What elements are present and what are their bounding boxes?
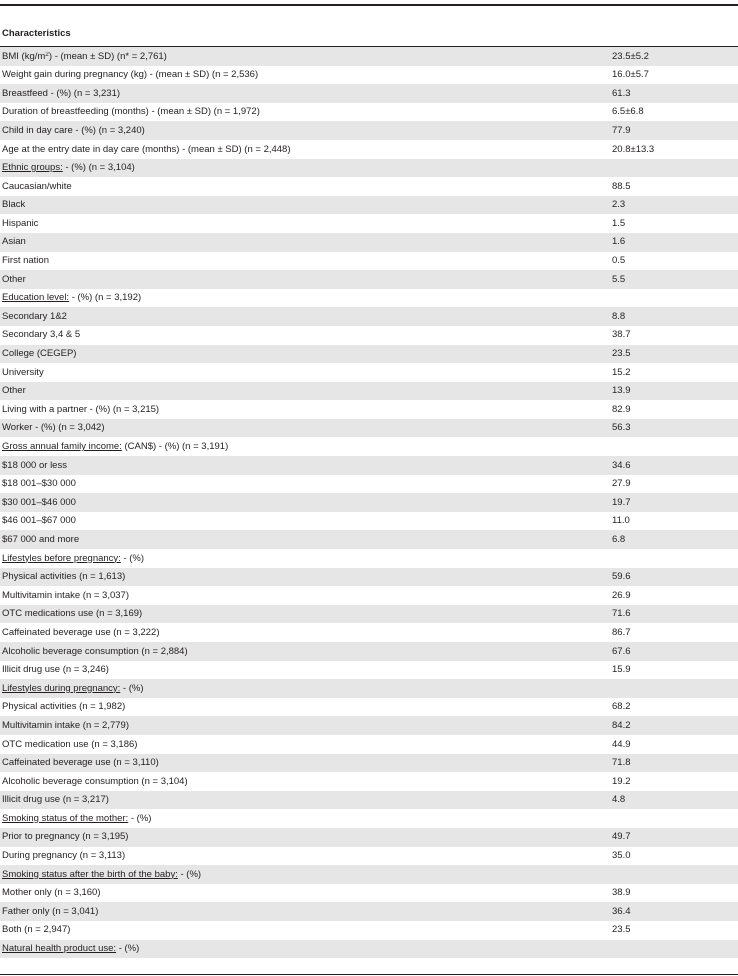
label-text: During pregnancy (n = 3,113) (2, 851, 126, 861)
row-label (0, 107, 612, 117)
table-row (0, 270, 738, 289)
label-text: BMI (kg/m (2, 51, 46, 62)
label-suffix: - (%) (n = 3,192) (69, 293, 142, 303)
label-text: Caffeinated beverage use (n = 3,222) (2, 627, 160, 638)
row-label (0, 405, 612, 415)
table-row (0, 493, 738, 512)
row-value: 15.2 (612, 366, 631, 378)
table-row (0, 921, 738, 940)
section-heading: Ethnic groups: (2, 163, 63, 173)
top-rule (0, 4, 738, 6)
row-value: 26.9 (612, 589, 631, 601)
label-text: Black (2, 200, 26, 210)
table-row (0, 716, 738, 735)
label-text: Duration of breastfeeding (months) - (mean ± SD) (n = 1,972) (2, 107, 260, 117)
table-section-row (0, 289, 738, 308)
row-value: 1.6 (612, 236, 626, 248)
row-label (0, 814, 612, 824)
row-value: 88.5 (612, 180, 631, 192)
row-value: 16.0±5.7 (612, 69, 649, 81)
row-label (0, 52, 612, 62)
row-label (0, 832, 612, 842)
table-row (0, 605, 738, 624)
label-text: Father only (n = 3,041) (2, 906, 99, 917)
row-value: 6.8 (612, 533, 626, 545)
table-row (0, 140, 738, 159)
table-section-row (0, 159, 738, 178)
table-row (0, 400, 738, 419)
row-label (0, 423, 612, 433)
row-value: 23.5±5.2 (612, 50, 649, 62)
row-value: 8.8 (612, 310, 626, 322)
table-row (0, 326, 738, 345)
row-value: 23.5 (612, 348, 631, 360)
section-heading: Smoking status after the birth of the baby: (2, 869, 178, 880)
table-row (0, 847, 738, 866)
row-label (0, 182, 612, 192)
table-row (0, 307, 738, 326)
table-row (0, 772, 738, 791)
table-section-row (0, 679, 738, 698)
section-heading: Natural health product use: (2, 944, 117, 954)
label-text: Mother only (n = 3,160) (2, 888, 101, 898)
table-row (0, 66, 738, 85)
row-value: 6.5±6.8 (612, 106, 644, 118)
label-text: Physical activities (n = 1,613) (2, 572, 126, 582)
label-text: $18 001–$30 000 (2, 479, 76, 489)
table-row (0, 512, 738, 531)
table-row (0, 214, 738, 233)
label-text: Asian (2, 237, 26, 247)
row-value: 71.8 (612, 757, 631, 769)
row-label (0, 219, 612, 229)
label-text: Worker - (%) (n = 3,042) (2, 423, 105, 433)
label-text: Alcoholic beverage consumption (n = 2,884) (2, 646, 188, 657)
row-value: 77.9 (612, 124, 631, 136)
row-label (0, 386, 612, 396)
label-text: Alcoholic beverage consumption (n = 3,104) (2, 776, 188, 787)
label-suffix: - (%) (120, 553, 145, 564)
characteristics-table (0, 21, 738, 958)
row-value: 5.5 (612, 273, 626, 285)
row-value: 19.2 (612, 775, 631, 787)
table-section-row (0, 809, 738, 828)
label-text: OTC medications use (n = 3,169) (2, 609, 143, 619)
table-row (0, 642, 738, 661)
table-section-row (0, 549, 738, 568)
table-row (0, 363, 738, 382)
label-text: Multivitamin intake (n = 2,779) (2, 720, 129, 731)
column-header-characteristics: Characteristics (2, 28, 71, 39)
row-value: 0.5 (612, 255, 626, 267)
label-text: $46 001–$67 000 (2, 516, 76, 526)
row-value: 1.5 (612, 217, 626, 229)
row-value: 15.9 (612, 664, 631, 676)
row-label (0, 907, 612, 917)
row-value: 38.7 (612, 329, 631, 341)
row-value: 56.3 (612, 422, 631, 434)
table-row (0, 456, 738, 475)
row-value: 36.4 (612, 905, 631, 917)
row-value: 23.5 (612, 924, 631, 936)
row-label (0, 535, 612, 545)
label-text: Secondary 3,4 & 5 (2, 330, 81, 340)
row-label (0, 479, 612, 489)
row-value: 61.3 (612, 87, 631, 99)
row-label (0, 609, 612, 619)
label-suffix: - (%) (177, 869, 202, 880)
table-header-row (0, 21, 738, 47)
label-text: Illicit drug use (n = 3,246) (2, 665, 109, 675)
label-suffix: - (%) (128, 813, 152, 824)
table-row (0, 791, 738, 810)
table-row (0, 84, 738, 103)
table-row (0, 382, 738, 401)
table-row (0, 121, 738, 140)
table-body (0, 47, 738, 958)
section-heading: Lifestyles during pregnancy: (2, 683, 121, 694)
label-text: Prior to pregnancy (n = 3,195) (2, 832, 129, 842)
table-row (0, 884, 738, 903)
table-row (0, 419, 738, 438)
row-label (0, 851, 612, 861)
label-suffix: ) - (mean ± SD) (n* = 2,761) (48, 51, 167, 62)
table-row (0, 345, 738, 364)
row-label (0, 554, 612, 564)
table-row (0, 568, 738, 587)
row-label (0, 330, 612, 340)
table-row (0, 698, 738, 717)
label-text: OTC medication use (n = 3,186) (2, 739, 138, 750)
row-label (0, 163, 612, 173)
row-label (0, 498, 612, 508)
table-section-row (0, 437, 738, 456)
row-label (0, 758, 612, 768)
row-label (0, 145, 612, 155)
row-label (0, 275, 612, 285)
row-label (0, 572, 612, 582)
row-label (0, 665, 612, 675)
label-suffix: - (%) (120, 683, 144, 694)
label-text: $18 000 or less (2, 460, 67, 471)
section-heading: Lifestyles before pregnancy: (2, 553, 121, 564)
table-row (0, 47, 738, 66)
row-value: 59.6 (612, 571, 631, 583)
table-row (0, 177, 738, 196)
table-row (0, 902, 738, 921)
row-label (0, 647, 612, 657)
label-text: $30 001–$46 000 (2, 497, 76, 508)
row-value: 84.2 (612, 719, 631, 731)
row-label (0, 684, 612, 694)
row-value: 35.0 (612, 850, 631, 862)
row-label (0, 89, 612, 99)
table-row (0, 735, 738, 754)
row-value: 68.2 (612, 701, 631, 713)
label-text: Illicit drug use (n = 3,217) (2, 795, 109, 805)
row-label (0, 740, 612, 750)
row-value: 67.6 (612, 645, 631, 657)
label-text: Multivitamin intake (n = 3,037) (2, 590, 129, 601)
row-value: 19.7 (612, 496, 631, 508)
superscript: 2 (45, 51, 49, 58)
row-value: 13.9 (612, 385, 631, 397)
section-heading: Smoking status of the mother: (2, 813, 129, 824)
label-text: Secondary 1&2 (2, 311, 67, 322)
table-row (0, 196, 738, 215)
row-label (0, 256, 612, 266)
label-text: Age at the entry date in day care (months) - (mean ± SD) (n = 2,448) (2, 144, 291, 155)
row-value: 38.9 (612, 887, 631, 899)
row-label (0, 368, 612, 378)
row-label (0, 293, 612, 303)
table-section-row (0, 940, 738, 959)
label-text: Living with a partner - (%) (n = 3,215) (2, 404, 160, 415)
row-value: 71.6 (612, 608, 631, 620)
row-label (0, 777, 612, 787)
row-label (0, 925, 612, 935)
row-label (0, 349, 612, 359)
row-value: 49.7 (612, 831, 631, 843)
row-label (0, 312, 612, 322)
row-label (0, 442, 612, 452)
row-label (0, 870, 612, 880)
row-value: 2.3 (612, 199, 626, 211)
table-row (0, 103, 738, 122)
label-text: Hispanic (2, 218, 39, 229)
label-text: Caucasian/white (2, 181, 72, 192)
row-value: 44.9 (612, 738, 631, 750)
table-row (0, 252, 738, 271)
row-value: 11.0 (612, 515, 630, 527)
row-label (0, 70, 612, 80)
row-value: 20.8±13.3 (612, 143, 655, 155)
row-label (0, 944, 612, 954)
row-label (0, 591, 612, 601)
table-row (0, 828, 738, 847)
table-row (0, 754, 738, 773)
label-text: Both (n = 2,947) (2, 925, 71, 935)
label-text: Child in day care - (%) (n = 3,240) (2, 125, 145, 136)
row-label (0, 628, 612, 638)
row-label (0, 721, 612, 731)
row-label (0, 461, 612, 471)
row-label (0, 237, 612, 247)
label-text: $67 000 and more (2, 534, 80, 545)
table-section-row (0, 865, 738, 884)
label-text: First nation (2, 256, 49, 266)
table-row (0, 586, 738, 605)
table-row (0, 623, 738, 642)
section-heading: Gross annual family income: (2, 442, 122, 452)
row-value: 82.9 (612, 403, 631, 415)
label-text: Weight gain during pregnancy (kg) - (mean ± SD) (n = 2,536) (2, 70, 259, 80)
row-label (0, 516, 612, 526)
label-text: Other (2, 386, 26, 396)
row-label (0, 200, 612, 210)
bottom-rule (0, 974, 738, 975)
row-label (0, 888, 612, 898)
row-value: 4.8 (612, 794, 626, 806)
label-text: Caffeinated beverage use (n = 3,110) (2, 758, 159, 768)
row-value: 34.6 (612, 459, 631, 471)
label-text: Breastfeed - (%) (n = 3,231) (2, 88, 121, 99)
label-suffix: (CAN$) - (%) (n = 3,191) (121, 442, 229, 452)
table-row (0, 475, 738, 494)
section-heading: Education level: (2, 293, 70, 303)
row-value: 86.7 (612, 626, 631, 638)
table-row (0, 530, 738, 549)
label-text: College (CEGEP) (2, 349, 77, 359)
label-text: University (2, 367, 44, 378)
label-text: Physical activities (n = 1,982) (2, 702, 126, 712)
row-label (0, 126, 612, 136)
table-row (0, 233, 738, 252)
label-suffix: - (%) (116, 944, 140, 954)
row-value: 27.9 (612, 478, 631, 490)
label-text: Other (2, 274, 26, 285)
table-row (0, 661, 738, 680)
label-suffix: - (%) (n = 3,104) (62, 163, 135, 173)
row-label (0, 795, 612, 805)
row-label (0, 702, 612, 712)
